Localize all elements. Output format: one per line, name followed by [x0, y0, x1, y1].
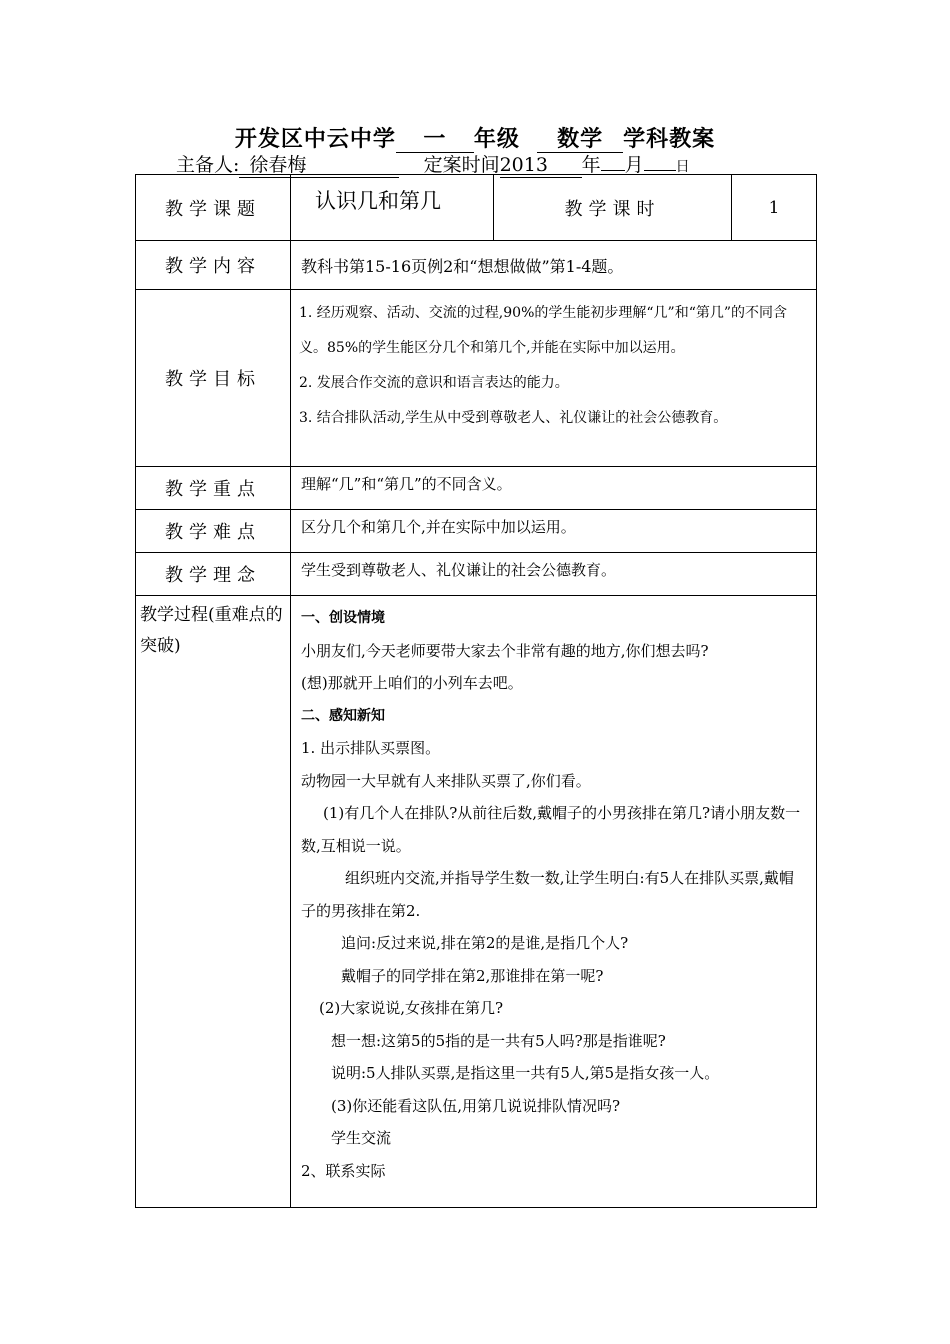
month-label: 月 — [624, 154, 644, 176]
year-label: 年 — [581, 154, 601, 176]
topic-label: 教学课题 — [136, 175, 291, 241]
process-paragraph: (想)那就开上咱们的小列车去吧。 — [301, 674, 523, 692]
difficulty-value: 区分几个和第几个,并在实际中加以运用。 — [291, 510, 817, 553]
goals-list — [291, 290, 817, 467]
topic-value: 认识几和第几 — [291, 175, 494, 241]
section-heading: 一、创设情境 — [301, 610, 385, 626]
process-paragraph: (1)有几个人在排队?从前往后数,戴帽子的小男孩排在第几?请小朋友数一数,互相说一说。 — [301, 804, 801, 855]
document-title — [0, 122, 950, 153]
period-value: 1 — [732, 175, 817, 241]
row-key — [136, 467, 817, 510]
row-difficulty — [136, 510, 817, 553]
goal-item: 1. 经历观察、活动、交流的过程,90%的学生能初步理解“几”和“第几”的不同含义。85%的学生能区分几个和第几个,并能在实际中加以运用。 — [299, 305, 788, 356]
process-paragraph: 1. 出示排队买票图。 — [301, 739, 441, 757]
section-heading: 二、感知新知 — [301, 707, 385, 724]
row-content — [136, 241, 817, 290]
process-paragraph: 动物园一大早就有人来排队买票了,你们看。 — [301, 771, 591, 790]
preparer-label: 主备人: — [176, 154, 240, 176]
row-topic — [136, 175, 817, 241]
goals-label: 教学目标 — [136, 290, 291, 467]
lesson-plan-table — [135, 174, 817, 1208]
day-blank — [644, 170, 676, 171]
goal-item: 3. 结合排队活动,学生从中受到尊敬老人、礼仪谦让的社会公德教育。 — [299, 410, 728, 426]
school-name: 开发区中云中学 — [234, 127, 396, 152]
process-paragraph: (3)你还能看这队伍,用第几说说排队情况吗? — [331, 1096, 621, 1115]
process-paragraph: 学生交流 — [331, 1129, 392, 1147]
process-paragraph: 小朋友们,今天老师要带大家去个非常有趣的地方,你们想去吗? — [301, 641, 709, 660]
process-paragraph: 追问:反过来说,排在第2的是谁,是指几个人? — [341, 934, 629, 952]
process-paragraph: 说明:5人排队买票,是指这里一共有5人,第5是指女孩一人。 — [331, 1064, 720, 1082]
date-label: 定案时间 — [423, 154, 500, 176]
row-concept — [136, 553, 817, 596]
period-label: 教学课时 — [494, 175, 732, 241]
concept-label: 教学理念 — [136, 553, 291, 596]
key-value: 理解“几”和“第几”的不同含义。 — [291, 467, 817, 510]
subject-label: 学科教案 — [623, 127, 716, 152]
row-process — [136, 596, 817, 1208]
subject-value: 数学 — [537, 128, 623, 153]
process-content — [291, 596, 817, 1208]
grade-value: 一 — [396, 128, 474, 153]
content-label: 教学内容 — [136, 241, 291, 290]
process-paragraph: 戴帽子的同学排在第2,那谁排在第一呢? — [341, 966, 604, 985]
day-label: 日 — [675, 159, 690, 175]
grade-label: 年级 — [473, 127, 520, 152]
row-goals — [136, 290, 817, 467]
process-paragraph: 想一想:这第5的5指的是一共有5人吗?那是指谁呢? — [331, 1031, 666, 1050]
process-paragraph: (2)大家说说,女孩排在第几? — [319, 999, 504, 1017]
concept-value: 学生受到尊敬老人、礼仪谦让的社会公德教育。 — [291, 553, 817, 596]
preparer-value: 徐春梅 — [239, 153, 399, 178]
process-label: 教学过程(重难点的突破) — [136, 596, 291, 1208]
content-value: 教科书第15-16页例2和“想想做做”第1-4题。 — [291, 241, 817, 290]
key-label: 教学重点 — [136, 467, 291, 510]
difficulty-label: 教学难点 — [136, 510, 291, 553]
process-paragraph: 组织班内交流,并指导学生数一数,让学生明白:有5人在排队买票,戴帽子的男孩排在第2. — [301, 869, 794, 920]
month-blank — [601, 170, 625, 171]
goal-item: 2. 发展合作交流的意识和语言表达的能力。 — [299, 375, 569, 391]
year-value: 2013 — [500, 153, 582, 178]
process-paragraph: 2、联系实际 — [301, 1161, 386, 1180]
